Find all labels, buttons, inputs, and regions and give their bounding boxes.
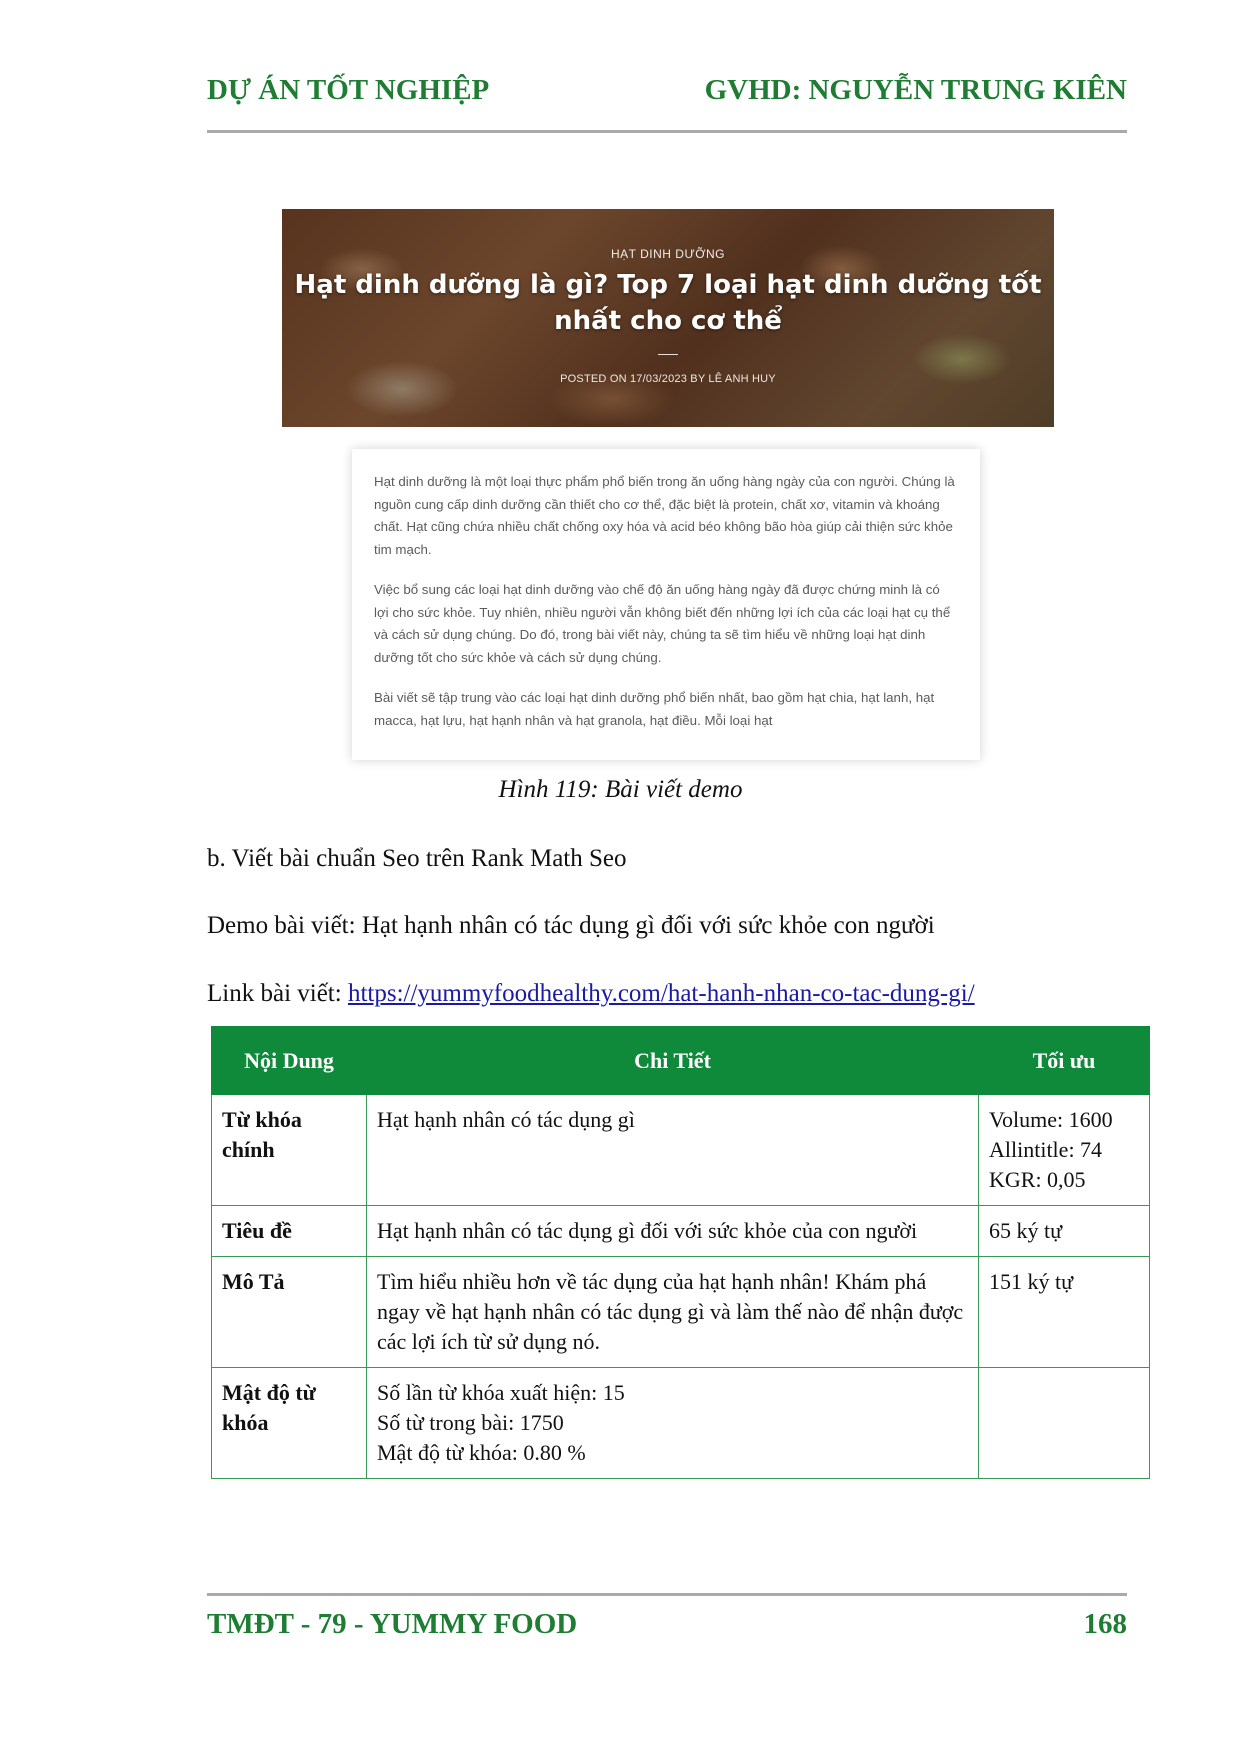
- table-row: [212, 1095, 1150, 1206]
- detail-line: Mật độ từ khóa: 0.80 %: [377, 1440, 586, 1465]
- header-rule: [207, 130, 1127, 133]
- detail-line: Tìm hiểu nhiều hơn về tác dụng của hạt hạnh nhân! Khám phá ngay về hạt hạnh nhân có tác dụng gì và làm thế nào để nhận được các lợi ích từ sử dụng nó.: [377, 1269, 964, 1354]
- table-row: [212, 1206, 1150, 1257]
- hero-category: HẠT DINH DƯỠNG: [611, 247, 725, 261]
- link-line: [207, 980, 975, 1008]
- link-label: Link bài viết:: [207, 980, 348, 1007]
- hero-title: Hạt dinh dưỡng là gì? Top 7 loại hạt dinh dưỡng tốt nhất cho cơ thể: [294, 270, 1042, 336]
- seo-table: [211, 1026, 1150, 1479]
- hero-divider: [658, 354, 678, 355]
- header-content: Nội Dung: [212, 1027, 367, 1095]
- row-detail: [367, 1257, 979, 1368]
- row-opt: [979, 1206, 1150, 1257]
- hero-meta: POSTED ON 17/03/2023 BY LÊ ANH HUY: [560, 373, 776, 385]
- row-detail: [367, 1368, 979, 1479]
- row-detail: [367, 1206, 979, 1257]
- hero-image: [282, 209, 1054, 427]
- detail-line: Hạt hạnh nhân có tác dụng gì đối với sức khỏe của con người: [377, 1218, 918, 1243]
- article-paragraph-1: Hạt dinh dưỡng là một loại thực phẩm phổ biến trong ăn uống hàng ngày của con người. Chúng là nguồn cung cấp dinh dưỡng cần thiết cho cơ thể, đặc biệt là protein, chất xơ, vitamin và khoáng chất. Hạt cũng chứa nhiều chất chống oxy hóa và acid béo không bão hòa giúp cải thiện sức khỏe tim mạch.: [374, 474, 955, 557]
- opt-line: Allintitle: 74: [989, 1137, 1103, 1162]
- table-row: [212, 1257, 1150, 1368]
- section-heading: b. Viết bài chuẩn Seo trên Rank Math Seo: [207, 845, 627, 872]
- figure-caption: Hình 119: Bài viết demo: [498, 776, 743, 803]
- row-key: Từ khóa chính: [212, 1095, 367, 1206]
- page-number: 168: [1083, 1608, 1127, 1640]
- opt-line: Volume: 1600: [989, 1107, 1113, 1132]
- header-optimize: Tối ưu: [979, 1027, 1150, 1095]
- article-paragraph-3: Bài viết sẽ tập trung vào các loại hạt dinh dưỡng phổ biến nhất, bao gồm hạt chia, hạt lanh, hạt macca, hạt lựu, hạt hạnh nhân và hạt granola, hạt điều. Mỗi loại hạt: [374, 690, 935, 728]
- detail-line: Số lần từ khóa xuất hiện: 15: [377, 1380, 625, 1405]
- table-header-row: [212, 1027, 1150, 1095]
- row-key: Tiêu đề: [212, 1206, 367, 1257]
- header-project-title: DỰ ÁN TỐT NGHIỆP: [207, 74, 490, 106]
- row-key: Mô Tả: [212, 1257, 367, 1368]
- article-paragraph-2: Việc bổ sung các loại hạt dinh dưỡng vào chế độ ăn uống hàng ngày đã được chứng minh là có lợi cho sức khỏe. Tuy nhiên, nhiều người vẫn không biết đến những lợi ích của các loại hạt cụ thể và cách sử dụng chúng. Do đó, trong bài viết này, chúng ta sẽ tìm hiểu về những loại hạt dinh dưỡng tốt cho sức khỏe và cách sử dụng chúng.: [374, 582, 951, 665]
- row-opt: [979, 1368, 1150, 1479]
- row-opt: [979, 1095, 1150, 1206]
- opt-line: 65 ký tự: [989, 1218, 1063, 1243]
- page-header: [207, 74, 1127, 107]
- opt-line: 151 ký tự: [989, 1269, 1074, 1294]
- page-footer: [207, 1608, 1127, 1641]
- footer-rule: [207, 1593, 1127, 1596]
- detail-line: Hạt hạnh nhân có tác dụng gì: [377, 1107, 635, 1132]
- row-key: Mật độ từ khóa: [212, 1368, 367, 1479]
- article-link[interactable]: https://yummyfoodhealthy.com/hat-hanh-nhan-co-tac-dung-gi/: [347, 980, 975, 1007]
- row-detail: [367, 1095, 979, 1206]
- article-card: [352, 449, 980, 760]
- row-opt: [979, 1257, 1150, 1368]
- detail-line: Số từ trong bài: 1750: [377, 1410, 564, 1435]
- demo-article-line: Demo bài viết: Hạt hạnh nhân có tác dụng gì đối với sức khỏe con người: [207, 912, 935, 939]
- header-detail: Chi Tiết: [367, 1027, 979, 1095]
- opt-line: KGR: 0,05: [989, 1167, 1086, 1192]
- header-advisor: GVHD: NGUYỄN TRUNG KIÊN: [704, 74, 1127, 106]
- table-row: [212, 1368, 1150, 1479]
- footer-title: TMĐT - 79 - YUMMY FOOD: [207, 1608, 578, 1640]
